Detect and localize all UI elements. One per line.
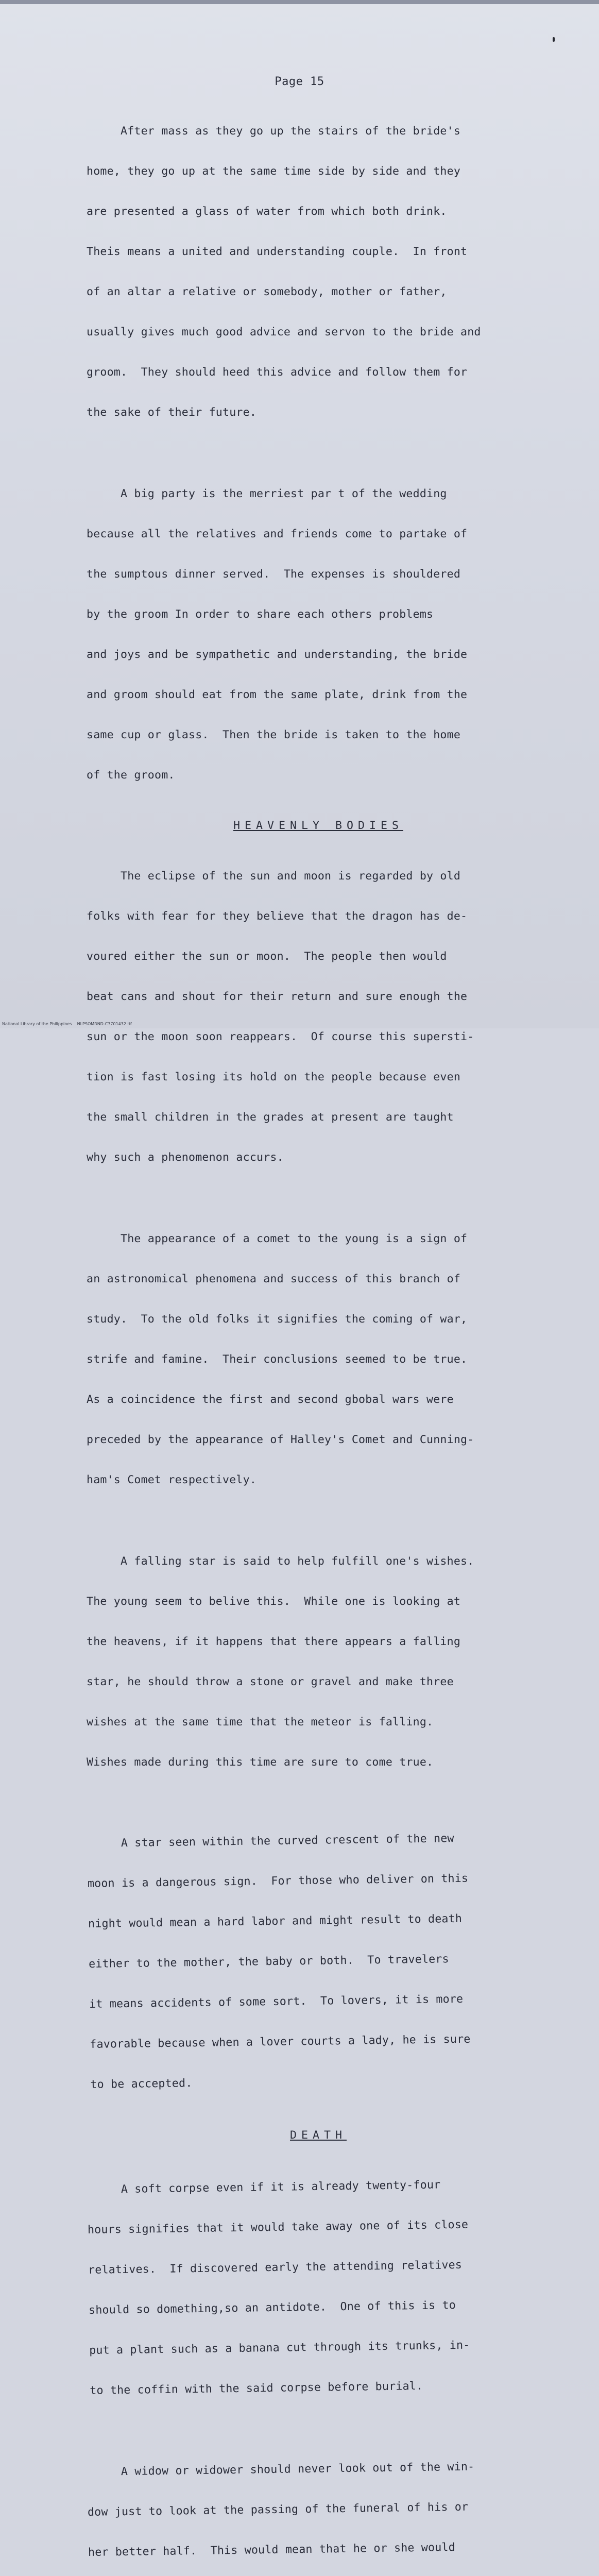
text-line: are presented a glass of water from which both drink.	[87, 205, 447, 218]
text-line: of an altar a relative or somebody, mother or father,	[87, 285, 447, 298]
text-line: Theis means a united and understanding couple. In front	[87, 245, 468, 258]
text-line: tion is fast losing its hold on the people because even	[87, 1071, 461, 1083]
text-line: put a plant such as a banana cut through its trunks, in-	[89, 2338, 470, 2357]
text-line: The young seem to belive this. While one is looking at	[87, 1595, 461, 1608]
text-line: her better half. This would mean that he or she would	[88, 2541, 456, 2559]
text-line: to the coffin with the said corpse before burial.	[90, 2379, 423, 2397]
paragraph-soft-corpse	[87, 2150, 554, 2425]
text-line: either to the mother, the baby or both. To travelers	[88, 1953, 449, 1971]
text-line: A falling star is said to help fulfill one's wishes.	[87, 1555, 474, 1568]
page-top-edge	[0, 0, 599, 4]
text-line: of the groom.	[87, 769, 175, 782]
text-line: voured either the sun or moon. The people then would	[87, 950, 447, 963]
text-line: the sumptous dinner served. The expenses is shouldered	[87, 568, 461, 581]
ink-speck	[553, 37, 555, 42]
text-line: beat cans and shout for their return and sure enough the	[87, 990, 468, 1003]
text-line: the small children in the grades at present are taught	[87, 1111, 454, 1124]
paragraph-crescent-star	[87, 1804, 554, 2119]
text-line: star, he should throw a stone or gravel and make three	[87, 1675, 454, 1688]
text-line: night would mean a hard labor and might result to death	[88, 1912, 463, 1930]
text-line: study. To the old folks it signifies the coming of war,	[87, 1313, 468, 1326]
text-line: sun or the moon soon reappears. Of course this supersti-	[87, 1030, 474, 1043]
text-line: wishes at the same time that the meteor is falling.	[87, 1716, 434, 1728]
text-line: ham's Comet respectively.	[87, 1473, 257, 1486]
text-line: relatives. If discovered early the attending relatives	[88, 2258, 463, 2277]
text-line: to be accepted.	[90, 2077, 193, 2091]
text-line: favorable because when a lover courts a lady, he is sure	[90, 2032, 471, 2051]
text-line: and joys and be sympathetic and understanding, the bride	[87, 648, 468, 661]
text-line: Wishes made during this time are sure to come true.	[87, 1756, 434, 1769]
text-line: A soft corpse even if it is already twenty-four	[87, 2178, 441, 2196]
text-line: folks with fear for they believe that the dragon has de-	[87, 910, 468, 923]
text-line: A widow or widower should never look out of the win-	[87, 2460, 475, 2479]
document-body	[87, 98, 550, 2576]
text-line: The eclipse of the sun and moon is regarded by old	[87, 870, 461, 883]
text-line: dow just to look at the passing of the funeral of his or	[87, 2500, 469, 2519]
paragraph-comet	[87, 1206, 550, 1514]
text-line: hours signifies that it would take away one of its close	[87, 2218, 469, 2236]
text-line: moon is a dangerous sign. For those who deliver on this	[87, 1872, 469, 1890]
text-line: it means accidents of some sort. To lovers, it is more	[89, 1992, 464, 2011]
text-line: and groom should eat from the same plate, drink from the	[87, 688, 468, 701]
text-line: usually gives much good advice and servon to the bride and	[87, 326, 481, 338]
text-line: same cup or glass. Then the bride is taken to the home	[87, 728, 461, 741]
text-line: home, they go up at the same time side by side and they	[87, 165, 461, 178]
scan-source-caption: National Library of the Philippines NLPSOMRND-C3701432.tif	[2, 1022, 132, 1026]
text-line: the heavens, if it happens that there appears a falling	[87, 1635, 461, 1648]
text-line: A star seen within the curved crescent of the new	[87, 1832, 454, 1850]
page-number: Page 15	[275, 75, 324, 88]
section-heading-heavenly-bodies: HEAVENLY BODIES	[233, 819, 403, 832]
paragraph-widow	[87, 2432, 553, 2576]
text-line: groom. They should heed this advice and follow them for	[87, 366, 468, 379]
text-line: strife and famine. Their conclusions seemed to be true.	[87, 1353, 468, 1366]
text-line: After mass as they go up the stairs of the bride's	[87, 125, 461, 138]
text-line: should so domething,so an antidote. One of this is to	[88, 2299, 456, 2317]
text-line: the sake of their future.	[87, 406, 257, 419]
text-line: The appearance of a comet to the young is a sign of	[87, 1232, 468, 1245]
section-heading-death: DEATH	[289, 2129, 347, 2142]
text-line: As a coincidence the first and second gbobal wars were	[87, 1393, 454, 1406]
paragraph-wedding-mass	[87, 98, 550, 446]
paragraph-falling-star	[87, 1528, 550, 1796]
text-line: because all the relatives and friends come to partake of	[87, 528, 468, 540]
paragraph-wedding-party	[87, 461, 550, 809]
text-line: by the groom In order to share each others problems	[87, 608, 434, 621]
text-line: an astronomical phenomena and success of this branch of	[87, 1273, 461, 1285]
text-line: why such a phenomenon accurs.	[87, 1151, 284, 1164]
paragraph-eclipse	[87, 843, 550, 1191]
text-line: preceded by the appearance of Halley's Comet and Cunning-	[87, 1433, 474, 1446]
text-line: A big party is the merriest par t of the wedding	[87, 487, 447, 500]
